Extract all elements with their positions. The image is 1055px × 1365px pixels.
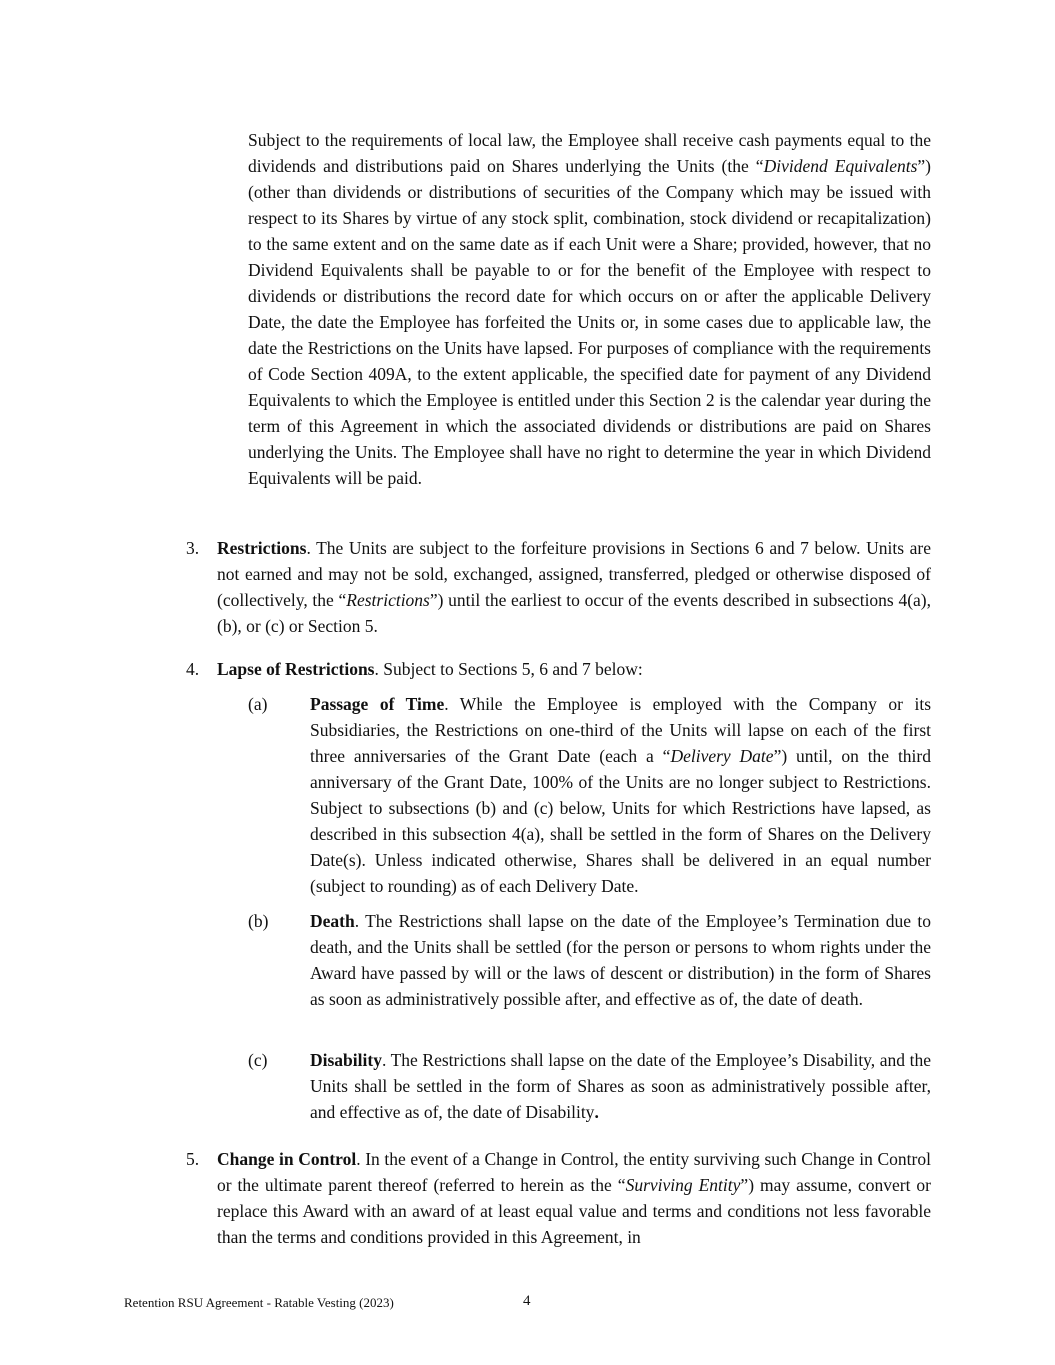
section-4-number: 4. — [186, 659, 200, 679]
section-3-restrictions — [217, 535, 931, 639]
section-3-number: 3. — [186, 538, 200, 558]
subsection-4c-text: . The Restrictions shall lapse on the date of the Employee’s Disability, and the Units shall be settled in the form of Shares as soon as administratively possible after, and effective as of, the date of Disability — [310, 1050, 931, 1122]
subsection-4a-label: (a) — [248, 694, 268, 714]
section-5-text-a: . In the event of a Change in Control, the entity surviving such Change in Control or the ultimate parent thereof (referred to herein as the “ — [217, 1149, 931, 1195]
section-2-text-b: ”) (other than dividends or distributions of securities of the Company which may be issued with respect to its Shares by virtue of any stock split, combination, stock dividend or recapitalization) to the same extent and on the same date as if each Unit were a Share; provided, however, that no Dividend Equivalents shall be payable to or for the benefit of the Employee with respect to dividends or distributions the record date for which occurs on or after the applicable Delivery Date, the date the Employee has forfeited the Units or, in some cases due to applicable law, the date the Restrictions on the Units have lapsed. For purposes of compliance with the requirements of Code Section 409A, to the extent applicable, the specified date for payment of any Dividend Equivalents to which the Employee is entitled under this Section 2 is the calendar year during the term of this Agreement in which the associated dividends or distributions are paid on Shares underlying the Units. The Employee shall have no right to determine the year in which Dividend Equivalents will be paid. — [248, 156, 931, 488]
section-4-text: . Subject to Sections 5, 6 and 7 below: — [374, 659, 643, 679]
footer-document-title: Retention RSU Agreement - Ratable Vesting (2023) — [124, 1295, 394, 1310]
dividend-equivalents-term: Dividend Equivalents — [763, 156, 918, 176]
subsection-4a-heading: Passage of Time — [310, 694, 445, 714]
section-5-text-b: ”) may assume, convert or replace this Award with an award of at least equal value and terms and conditions not less favorable than the terms and conditions provided in this Agreement, in — [217, 1175, 931, 1247]
subsection-4a-text-b: ”) until, on the third anniversary of the Grant Date, 100% of the Units are no longer subject to Restrictions. Subject to subsections (b) and (c) below, Units for which Restrictions have lapsed, as described in this subsection 4(a), shall be settled in the form of Shares on the Delivery Date(s). Unless indicated otherwise, Shares shall be delivered in an equal number (subject to rounding) as of each Delivery Date. — [310, 746, 931, 896]
subsection-4a-text-a: . While the Employee is employed with the Company or its Subsidiaries, the Restrictions on one-third of the Units will lapse on each of the first three anniversaries of the Grant Date (each a “ — [310, 694, 932, 766]
subsection-4c-period: . — [594, 1102, 599, 1122]
subsection-4a-passage-of-time — [310, 691, 931, 899]
subsection-4b-text: . The Restrictions shall lapse on the date of the Employee’s Termination due to death, and the Units shall be settled (for the person or persons to whom rights under the Award have passed by will or the laws of descent or distribution) in the form of Shares as soon as administratively possible after, and effective as of, the date of death. — [310, 911, 931, 1009]
section-5-change-in-control — [217, 1146, 931, 1250]
restrictions-term: Restrictions — [346, 590, 430, 610]
delivery-date-term: Delivery Date — [670, 746, 774, 766]
subsection-4c-disability — [310, 1047, 931, 1125]
section-2-text-a: Subject to the requirements of local law, the Employee shall receive cash payments equal to the dividends and distributions paid on Shares underlying the Units (the “ — [248, 130, 931, 176]
section-3-text-a: . The Units are subject to the forfeiture provisions in Sections 6 and 7 below. Units are not earned and may not be sold, exchanged, assigned, transferred, pledged or otherwise disposed of (collectively, the “ — [217, 538, 931, 610]
section-3-text-b: ”) until the earliest to occur of the events described in subsections 4(a), (b), or (c) or Section 5. — [217, 590, 931, 636]
section-2-continuation — [248, 127, 931, 491]
subsection-4c-heading: Disability — [310, 1050, 382, 1070]
section-4-lapse-of-restrictions — [217, 656, 931, 682]
subsection-4b-label: (b) — [248, 911, 269, 931]
subsection-4c-label: (c) — [248, 1050, 268, 1070]
surviving-entity-term: Surviving Entity — [625, 1175, 741, 1195]
section-3-heading: Restrictions — [217, 538, 307, 558]
section-5-number: 5. — [186, 1149, 200, 1169]
footer-page-number: 4 — [523, 1293, 531, 1309]
subsection-4b-heading: Death — [310, 911, 355, 931]
section-5-heading: Change in Control — [217, 1149, 357, 1169]
subsection-4b-death — [310, 908, 931, 1012]
section-4-heading: Lapse of Restrictions — [217, 659, 375, 679]
